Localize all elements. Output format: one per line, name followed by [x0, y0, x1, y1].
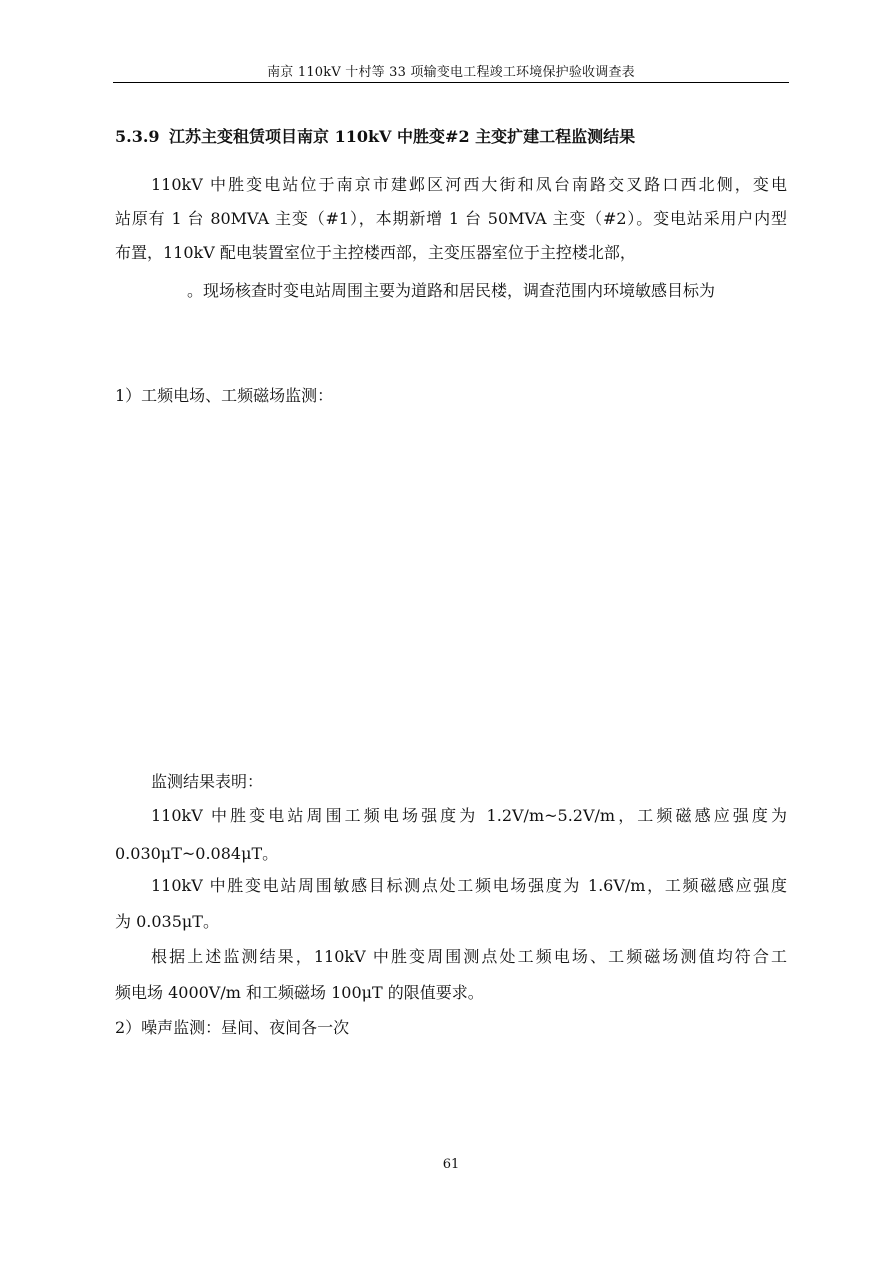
section-heading — [115, 125, 791, 149]
noise-monitoring-heading: 2）噪声监测：昼间、夜间各一次 — [115, 1018, 350, 1037]
section-number: 5.3.9 — [115, 127, 160, 146]
results-p1-line-2: 0.030μT~0.084μT。 — [115, 844, 279, 863]
results-p1-line-1: 110kV 中胜变电站周围工频电场强度为 1.2V/m~5.2V/m，工频磁感应强度为 — [151, 806, 787, 825]
results-p2-line-1: 110kV 中胜变电站周围敏感目标测点处工频电场强度为 1.6V/m，工频磁感应强度 — [151, 876, 787, 895]
header-rule — [113, 82, 789, 83]
intro-line-2: 站原有 1 台 80MVA 主变（#1），本期新增 1 台 50MVA 主变（#2）。变电站采用户内型 — [115, 209, 787, 228]
results-p2-line-2: 为 0.035μT。 — [115, 912, 219, 931]
section-title: 江苏主变租赁项目南京 110kV 中胜变#2 主变扩建工程监测结果 — [169, 127, 636, 146]
intro-line-3: 布置，110kV 配电装置室位于主控楼西部，主变压器室位于主控楼北部， — [115, 243, 636, 262]
emf-monitoring-heading: 1）工频电场、工频磁场监测： — [115, 386, 334, 405]
results-p3-line-1: 根据上述监测结果，110kV 中胜变周围测点处工频电场、工频磁场测值均符合工 — [151, 947, 787, 966]
intro-line-1: 110kV 中胜变电站位于南京市建邺区河西大街和凤台南路交叉路口西北侧，变电 — [151, 175, 787, 194]
results-label: 监测结果表明： — [151, 772, 264, 791]
intro-line-4: 。现场核查时变电站周围主要为道路和居民楼，调查范围内环境敏感目标为 — [187, 281, 716, 300]
results-p3-line-2: 频电场 4000V/m 和工频磁场 100μT 的限值要求。 — [115, 983, 484, 1002]
page-number: 61 — [442, 1157, 460, 1172]
running-header: 南京 110kV 十村等 33 项输变电工程竣工环境保护验收调查表 — [267, 65, 635, 80]
